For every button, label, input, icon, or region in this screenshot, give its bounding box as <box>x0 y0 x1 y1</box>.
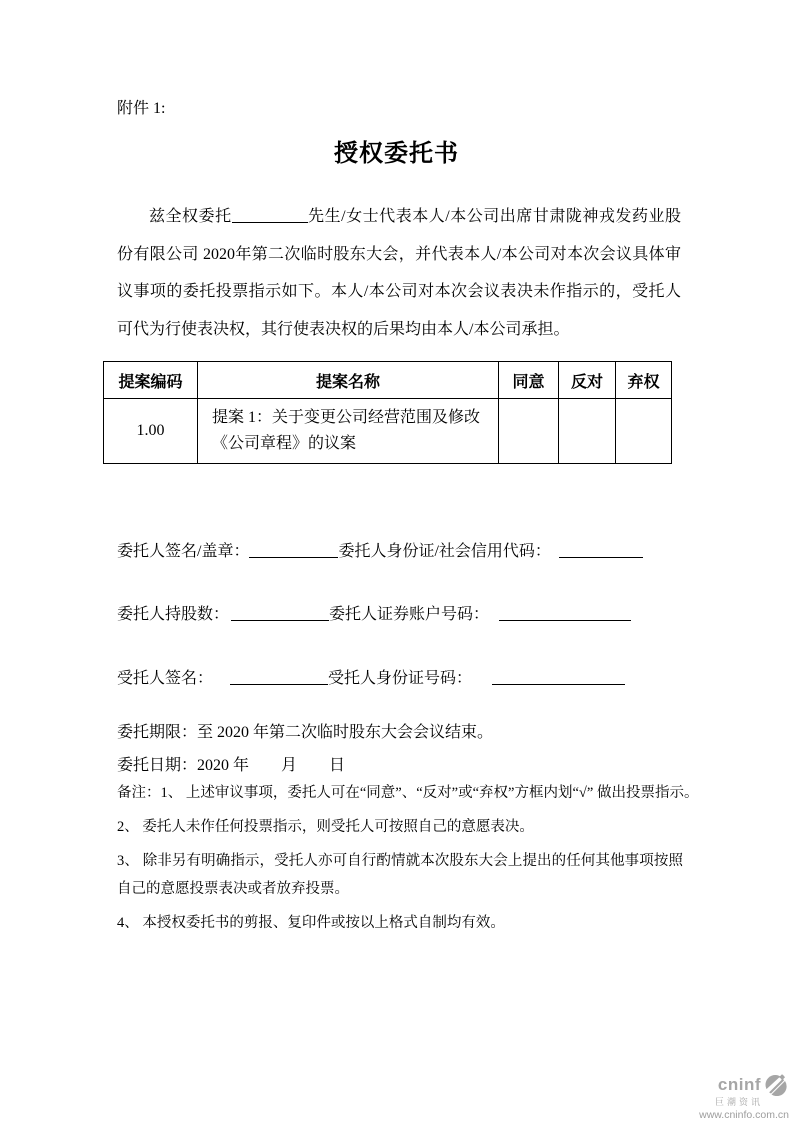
cninfo-chinese-name: 巨潮资讯 <box>714 1097 763 1107</box>
principal-id-blank <box>559 540 643 558</box>
table-header-row <box>104 362 672 399</box>
principal-account-label: 委托人证券账户号码： <box>329 606 490 623</box>
cninfo-brand-text: cninf <box>717 1074 761 1094</box>
paragraph-body: 先生/女士代表本人/本公司出席甘肃陇神戎发药业股份有限公司 2020年第二次临时股东大会，并代表本人/本公司对本次会议具体审议事项的委托投票指示如下。本人/本公司对本次会议表决未作指示的，受托人可代为行使表决权，其行使表决权的后果均由本人/本公司承担。 <box>117 208 681 338</box>
principal-shares-blank <box>231 603 329 621</box>
vote-cell-agree <box>499 399 559 464</box>
table-row <box>104 399 672 464</box>
vote-cell-abstain <box>616 399 672 464</box>
proxy-period-line: 委托期限：至 2020 年第二次临时股东大会会议结束。 <box>117 724 494 741</box>
cninfo-swirl-icon <box>763 1072 789 1096</box>
principal-shares-label: 委托人持股数： <box>117 606 230 623</box>
proxy-signature-label: 受托人签名： <box>117 670 214 687</box>
attachment-label: 附件 1: <box>117 100 166 117</box>
proposal-code: 1.00 <box>104 399 198 464</box>
principal-account-blank <box>499 603 631 621</box>
proxy-signature-row <box>117 665 625 688</box>
note-item-3: 3、 除非另有明确指示，受托人亦可自行酌情就本次股东大会上提出的任何其他事项按照自己的意愿投票表决或者放弃投票。 <box>117 853 683 897</box>
header-proposal-name: 提案名称 <box>198 362 499 399</box>
principal-signature-row <box>117 538 643 561</box>
proposal-name: 提案 1：关于变更公司经营范围及修改《公司章程》的议案 <box>198 399 499 464</box>
proxy-id-blank <box>492 667 625 685</box>
header-proposal-code: 提案编码 <box>104 362 198 399</box>
principal-signature-blank <box>249 540 338 558</box>
header-against: 反对 <box>559 362 616 399</box>
proxy-signature-blank <box>230 667 328 685</box>
header-agree: 同意 <box>499 362 559 399</box>
header-abstain: 弃权 <box>616 362 672 399</box>
document-title: 授权委托书 <box>334 140 459 167</box>
note-item-2: 2、 委托人未作任何投票指示，则受托人可按照自己的意愿表决。 <box>117 819 534 835</box>
vote-cell-against <box>559 399 616 464</box>
notes-section <box>117 779 699 943</box>
principal-shares-row <box>117 601 631 624</box>
proposals-table <box>103 361 672 464</box>
proxy-date-line: 委托日期：2020 年 月 日 <box>117 757 346 774</box>
note-item-1: 备注：1、 上述审议事项，委托人可在“同意”、“反对”或“弃权”方框内划“√” 做出投票指示。 <box>117 785 699 801</box>
principal-signature-label: 委托人签名/盖章： <box>117 543 250 560</box>
cninfo-url: www.cninfo.com.cn <box>699 1109 789 1121</box>
authorization-paragraph <box>117 198 681 348</box>
paragraph-lead: 兹全权委托 <box>149 208 232 225</box>
principal-name-blank <box>232 205 308 223</box>
note-item-4: 4、 本授权委托书的剪报、复印件或按以上格式自制均有效。 <box>117 915 505 931</box>
cninfo-logo <box>699 1072 789 1121</box>
principal-id-label: 委托人身份证/社会信用代码： <box>338 543 551 560</box>
proxy-id-label: 受托人身份证号码： <box>328 670 473 687</box>
